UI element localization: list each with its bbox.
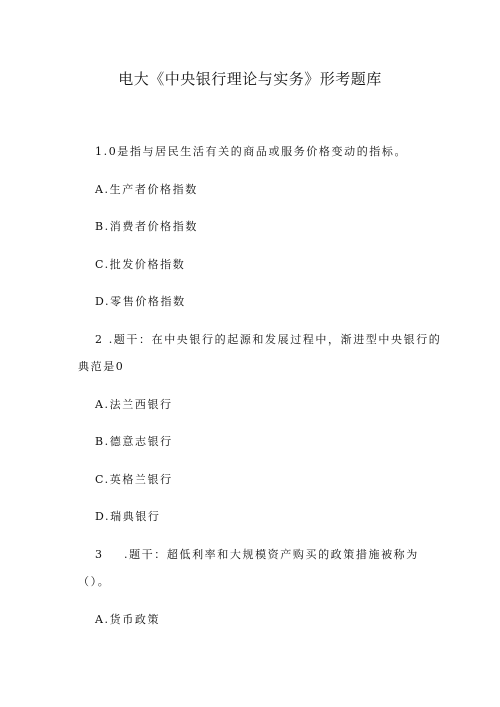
question-2-option-b: B.德意志银行 xyxy=(95,435,173,448)
question-1-option-d: D.零售价格指数 xyxy=(95,295,186,308)
question-2-stem-line-1: 2 .题干：在中央银行的起源和发展过程中，渐进型中央银行的 xyxy=(95,333,442,346)
question-3-stem-line-2: （）。 xyxy=(78,575,111,588)
question-2-option-c: C.英格兰银行 xyxy=(95,473,173,486)
question-2-stem-line-2: 典范是0 xyxy=(78,360,125,373)
question-2-option-a: A.法兰西银行 xyxy=(95,398,173,411)
page-title: 电大《中央银行理论与实务》形考题库 xyxy=(118,70,382,88)
question-1-option-b: B.消费者价格指数 xyxy=(95,220,198,233)
question-1-option-a: A.生产者价格指数 xyxy=(95,183,198,196)
question-2-option-d: D.瑞典银行 xyxy=(95,510,161,523)
question-3-stem-line-1: 3 .题干：超低利率和大规模资产购买的政策措施被称为 xyxy=(95,548,419,561)
question-1-option-c: C.批发价格指数 xyxy=(95,258,186,271)
question-3-option-a: A.货币政策 xyxy=(95,613,161,626)
question-1-stem: 1.0是指与居民生活有关的商品或服务价格变动的指标。 xyxy=(95,145,408,158)
